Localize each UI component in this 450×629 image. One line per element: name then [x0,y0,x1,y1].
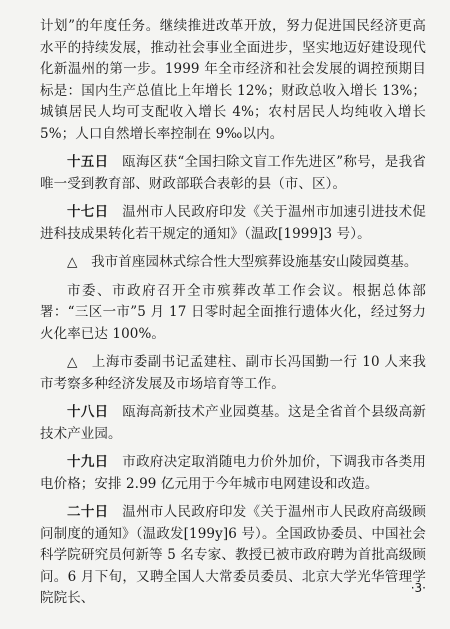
paragraph-3: 十七日 温州市人民政府印发《关于温州市加速引进技术促进科技成果转化若干规定的通知》（温政[1999]3 号）。 [40,204,426,242]
page-number: ·3· [410,581,426,595]
paragraph-8: 十九日 市政府决定取消随电力价外加价，下调我市各类用电价格；安排 2.99 亿元用于今年城市电网建设和改造。 [40,454,426,492]
paragraph-5: 市委、市政府召开全市殡葬改革工作会议。根据总体部署：“三区一市”5 月 17 日零时起全面推行遗体火化，经过努力火化率已达 100%。 [40,282,426,342]
entry-date: 十八日 [67,404,109,420]
paragraph-9: 二十日 温州市人民政府印发《关于温州市人民政府高级顾问制度的通知》（温政发[199y]6 号）。全国政协委员、中国社会科学院研究员何新等 5 名专家、教授已被市政府聘为首批高级顾问。6 月下旬，又聘全国人大常委员委员、北京大学光华管理学院院长、 [40,504,426,606]
entry-date: 十七日 [67,204,109,220]
paragraph-7: 十八日 瓯海高新技术产业园奠基。这是全省首个县级高新技术产业园。 [40,404,426,442]
entry-date: 二十日 [67,504,109,520]
paragraph-1: 计划”的年度任务。继续推进改革开放，努力促进国民经济更高水平的持续发展，推动社会事业全面进步，坚实地迈好建设现代化新温州的第一步。1999 年全市经济和社会发展的调控预期目标是：国内生产总值比上年增长 12%；财政总收入增长 13%；城镇居民人均可支配收入增长 4%；农村居民人均纯收入增长 5%；人口自然增长率控制在 9‰以内。 [40,18,426,142]
paragraph-4: △ 我市首座园林式综合性大型殡葬设施基安山陵园奠基。 [67,254,418,270]
entry-date: 十九日 [67,454,109,470]
paragraph-6: △ 上海市委副书记孟建柱、副市长冯国勤一行 10 人来我市考察多种经济发展及市场培育等工作。 [40,354,426,392]
entry-date: 十五日 [67,154,109,170]
paragraph-2: 十五日 瓯海区获“全国扫除文盲工作先进区”称号，是我省唯一受到教育部、财政部联合表彰的县（市、区）。 [40,154,426,192]
